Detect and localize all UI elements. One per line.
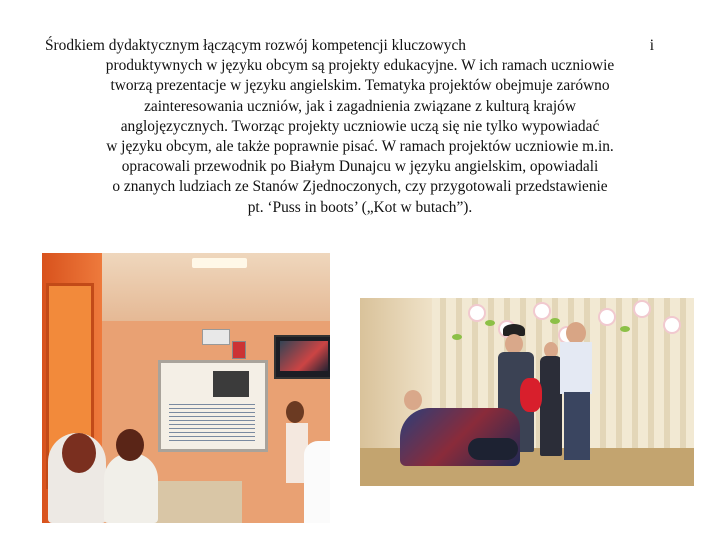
paragraph-line-text: Środkiem dydaktycznym łączącym rozwój kompetencji kluczowych xyxy=(45,37,466,54)
paper-flower xyxy=(535,304,549,318)
actor-head xyxy=(404,390,422,410)
classroom-photo xyxy=(42,253,330,523)
paragraph-line: pt. ‘Puss in boots’ („Kot w butach”). xyxy=(247,198,473,216)
paper-leaf xyxy=(550,318,560,324)
body-paragraph xyxy=(40,36,680,218)
actor-small xyxy=(540,356,562,456)
ceiling-light xyxy=(192,258,247,268)
actor-boy-pants xyxy=(564,392,590,460)
actor-boy-head xyxy=(566,322,586,344)
paper-leaf xyxy=(485,320,495,326)
paper-flower xyxy=(600,310,614,324)
paper-flower xyxy=(635,302,649,316)
student-seated-middle-head xyxy=(116,429,144,461)
paragraph-line: anglojęzycznych. Tworząc projekty uczniowie uczą się nie tylko wypowiadać xyxy=(120,117,600,135)
student-seated-left-head xyxy=(62,433,96,473)
paragraph-line: tworzą prezentacje w języku angielskim. Tematyka projektów obejmuje zarówno xyxy=(110,77,610,95)
paragraph-line: opracowali przewodnik po Białym Dunajcu w języku angielskim, opowiadali xyxy=(121,158,599,176)
actor-kneeling xyxy=(468,438,518,460)
student-seated-middle xyxy=(104,453,158,523)
wall-emblem xyxy=(232,341,246,359)
paragraph-line xyxy=(40,36,680,56)
paragraph-line-tail: i xyxy=(649,37,654,54)
wall-monitor xyxy=(274,335,330,379)
projector xyxy=(202,329,230,345)
red-toy-prop xyxy=(520,378,542,412)
paper-leaf xyxy=(452,334,462,340)
whiteboard-picture xyxy=(213,371,249,397)
paragraph-line: w języku obcym, ale także poprawnie pisać. W ramach projektów uczniowie m.in. xyxy=(106,138,614,156)
paper-leaf xyxy=(620,326,630,332)
interactive-whiteboard xyxy=(158,360,268,452)
actor-head xyxy=(505,334,523,354)
paper-flower xyxy=(470,306,484,320)
actor-boy-shirt xyxy=(560,342,592,394)
student-standing-head xyxy=(286,401,304,423)
paragraph-line: o znanych ludziach ze Stanów Zjednoczonych, czy przygotowali przedstawienie xyxy=(112,178,608,196)
paragraph-line: zainteresowania uczniów, jak i zagadnienia związane z kulturą krajów xyxy=(144,97,576,115)
paper-flower xyxy=(665,318,679,332)
stage-play-photo xyxy=(360,298,694,486)
student-foreground-right xyxy=(304,441,330,523)
paragraph-line: produktywnych w języku obcym są projekty edukacyjne. W ich ramach uczniowie xyxy=(105,57,615,75)
whiteboard-text xyxy=(169,401,255,441)
